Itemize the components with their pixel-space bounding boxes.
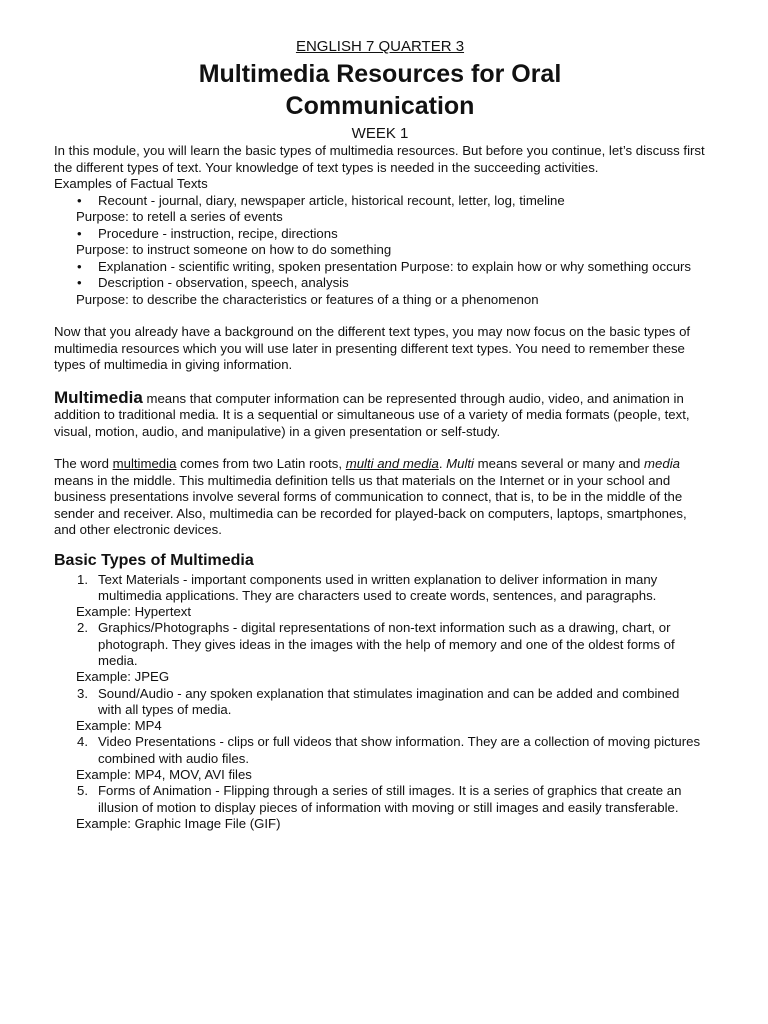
recount-purpose: Purpose: to retell a series of events	[76, 209, 283, 224]
item-number: 1.	[77, 571, 88, 587]
item-example: Example: JPEG	[76, 669, 170, 685]
description-purpose: Purpose: to describe the characteristics or features of a thing or a phenomenon	[76, 291, 539, 307]
list-item-recount: • Recount - journal, diary, newspaper article, historical recount, letter, log, timeline	[54, 193, 706, 210]
term-multimedia: multimedia	[112, 456, 177, 471]
item-example: Example: MP4, MOV, AVI files	[76, 767, 252, 783]
item-text: Graphics/Photographs - digital representations of non-text information such as a drawing, chart, or photograph. They gives ideas in the images with the help of memory and one of the oldest forms of media.	[98, 620, 675, 668]
spacer	[54, 308, 706, 324]
types-list	[54, 572, 706, 833]
factual-heading: Examples of Factual Texts	[54, 176, 208, 191]
type-item-4	[54, 734, 706, 767]
types-heading: Basic Types of Multimedia	[54, 551, 254, 569]
week-label: WEEK 1	[351, 125, 409, 142]
intro-paragraph: In this module, you will learn the basic types of multimedia resources. But before you continue, let’s discuss first the different types of text. Your knowledge of text types is needed in the succeeding activities.	[54, 143, 705, 175]
item-number: 5.	[77, 783, 88, 799]
item-text: Forms of Animation - Flipping through a series of still images. It is a series of graphics that create an illusion of motion to display pieces of information with moving or still images and easily transferable.	[98, 783, 682, 815]
list-item-description: • Description - observation, speech, analysis	[54, 275, 706, 292]
definition-term: Multimedia	[54, 387, 143, 407]
list-item	[54, 620, 706, 669]
etymology-text: means in the middle. This multimedia definition tells us that materials on the Internet or in your school and business presentations involve several forms of communication to connect, that is, to be in the middle of the sender and receiver. Also, multimedia can be recorded for played-back on computers, laptops, smartphones, and other electronic devices.	[54, 472, 687, 537]
item-number: 4.	[77, 734, 88, 750]
etymology-text: .	[438, 456, 447, 471]
item-example: Example: MP4	[76, 718, 162, 734]
type-item-3	[54, 686, 706, 719]
title-line-1: Multimedia Resources for Oral	[198, 60, 562, 88]
term-roots: multi and media	[345, 456, 439, 471]
list-item	[54, 686, 706, 719]
definition-text: means that computer information can be represented through audio, video, and animation in addition to traditional media. It is a sequential or simultaneous use of a variety of media formats (people, text, visual, motion, audio, and manipulative) in a given presentation or self-study.	[54, 390, 690, 439]
item-text: Sound/Audio - any spoken explanation that stimulates imagination and can be added and combined with all types of media.	[98, 685, 680, 717]
term-media: media	[644, 456, 680, 471]
list-item	[54, 783, 706, 816]
procedure-purpose: Purpose: to instruct someone on how to do something	[76, 242, 392, 257]
item-text: Text Materials - important components used in written explanation to deliver information in many multimedia applications. They are characters used to create words, sentences, and paragraphs.	[98, 571, 658, 603]
etymology-text: comes from two Latin roots,	[176, 456, 346, 471]
subject-heading: ENGLISH 7 QUARTER 3	[295, 38, 465, 55]
etymology-text: means several or many and	[473, 456, 645, 471]
type-item-2	[54, 620, 706, 669]
page-title	[54, 58, 706, 122]
item-text: Video Presentations - clips or full videos that show information. They are a collection of moving pictures combined with audio files.	[98, 734, 701, 766]
item-example: Example: Hypertext	[76, 604, 192, 620]
item-number: 2.	[77, 620, 88, 636]
transition-paragraph: Now that you already have a background on the different text types, you may now focus on the basic types of multimedia resources which you will use later in presenting different text types. You need to remember these types of multimedia in giving information.	[54, 324, 691, 372]
factual-list-3	[54, 259, 706, 292]
item-example: Example: Graphic Image File (GIF)	[76, 815, 281, 831]
list-item-explanation: • Explanation - scientific writing, spoken presentation Purpose: to explain how or why something occurs	[54, 259, 706, 276]
etymology-paragraph	[54, 456, 706, 539]
list-item	[54, 734, 706, 767]
definition-paragraph	[54, 387, 706, 441]
type-item-5	[54, 783, 706, 816]
factual-list-2	[54, 226, 706, 243]
type-item-1	[54, 572, 706, 605]
item-number: 3.	[77, 685, 88, 701]
list-item	[54, 572, 706, 605]
spacer	[54, 374, 706, 390]
title-line-2: Communication	[285, 92, 475, 120]
term-multi: Multi	[446, 456, 474, 471]
spacer	[54, 440, 706, 456]
list-item-procedure: • Procedure - instruction, recipe, directions	[54, 226, 706, 243]
etymology-text: The word	[54, 456, 113, 471]
factual-list	[54, 193, 706, 210]
